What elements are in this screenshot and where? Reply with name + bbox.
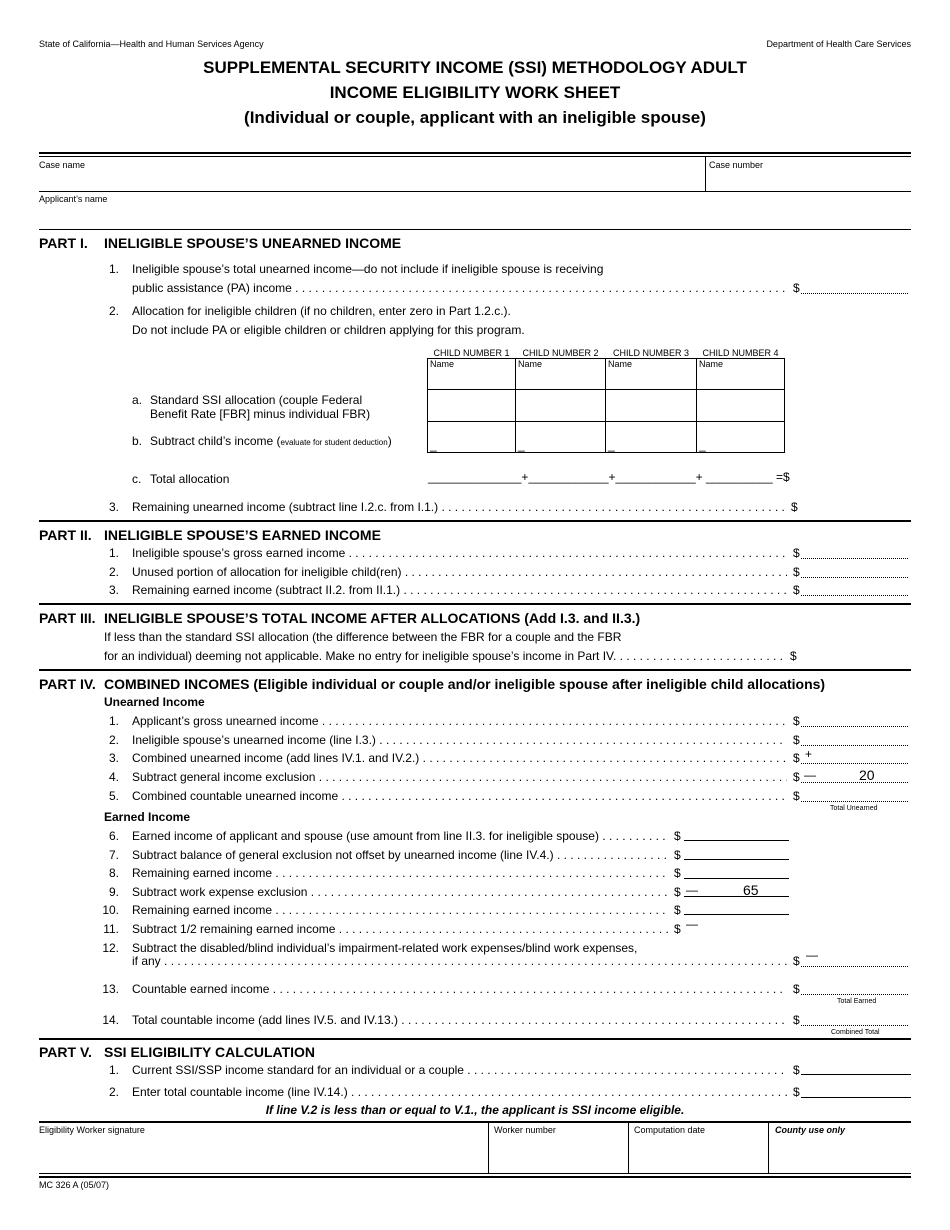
child-1-header: CHILD NUMBER 1: [428, 348, 516, 359]
part1-c-text: Total allocation: [150, 472, 230, 486]
total-earned-label: Total Earned: [837, 998, 877, 1005]
part1-item1-text-2: public assistance (PA) income: [132, 281, 292, 295]
dollar-sign: $: [674, 829, 681, 843]
part4-item3-text: Combined unearned income (add lines IV.1. and IV.2.): [132, 751, 420, 765]
part4-item3-field[interactable]: [801, 763, 908, 764]
dollar-sign: $: [793, 714, 800, 728]
item-letter: c.: [132, 472, 142, 486]
part2-item1-field[interactable]: [801, 558, 908, 559]
part4-item14-text: Total countable income (add lines IV.5. and IV.13.): [132, 1013, 398, 1027]
part1-item1-text: Ineligible spouse’s total unearned income—do not include if ineligible spouse is receiving: [132, 262, 604, 276]
item-number: 1.: [108, 262, 119, 276]
dollar-sign: $: [793, 565, 800, 579]
part4-item12-text-2: if any: [132, 954, 161, 968]
item-number: 2.: [108, 565, 119, 579]
signature-label: Eligibility Worker signature: [39, 1125, 145, 1135]
part4-item13-text: Countable earned income: [132, 982, 270, 996]
item-number: 9.: [108, 885, 119, 899]
part1-b-text-main: Subtract child’s income (: [150, 434, 281, 448]
dollar-sign: $: [790, 649, 797, 663]
part4-item12-field[interactable]: [801, 966, 908, 967]
dollar-sign: $: [674, 903, 681, 917]
dollar-sign: $: [793, 583, 800, 597]
part4-item8-text: Remaining earned income: [132, 866, 273, 880]
part5-item2-text: Enter total countable income (line IV.14.): [132, 1085, 348, 1099]
item-number: 13.: [102, 982, 119, 996]
item-letter: b.: [132, 434, 143, 448]
item-number: 2.: [108, 1085, 119, 1099]
minus-mark: —: [806, 948, 818, 962]
agency-name: State of California—Health and Human Services Agency: [39, 39, 264, 49]
part4-item2-field[interactable]: [801, 745, 908, 746]
part3-label: PART III.: [39, 610, 96, 626]
dollar-sign: $: [791, 500, 798, 514]
form-id: MC 326 A (05/07): [39, 1180, 110, 1190]
dollar-sign: $: [793, 954, 800, 968]
part4-item8-field[interactable]: [684, 878, 789, 879]
part3-text-2: for an individual) deeming not applicable. Make no entry for ineligible spouse’s income in Part IV.: [104, 649, 617, 663]
part1-a-text-2: Benefit Rate [FBR] minus individual FBR): [150, 407, 371, 421]
child-3-name[interactable]: Name: [606, 359, 697, 390]
part5-item1-field[interactable]: [801, 1074, 911, 1075]
part1-item2-text-2: Do not include PA or eligible children or children applying for this program.: [132, 323, 525, 337]
minus-mark: —: [686, 883, 698, 897]
part4-item13-field[interactable]: [801, 994, 908, 995]
part3-heading: INELIGIBLE SPOUSE’S TOTAL INCOME AFTER ALLOCATIONS (Add I.3. and II.3.): [104, 610, 641, 626]
worker-number-label: Worker number: [494, 1125, 556, 1135]
dollar-sign: $: [674, 885, 681, 899]
child-4-header: CHILD NUMBER 4: [697, 348, 785, 359]
combined-total-label: Combined Total: [831, 1029, 880, 1036]
item-number: 2.: [108, 733, 119, 747]
form-title: SUPPLEMENTAL SECURITY INCOME (SSI) METHODOLOGY ADULT: [203, 58, 747, 77]
child-2-income[interactable]: _: [516, 422, 606, 453]
part5-item2-field[interactable]: [801, 1097, 911, 1098]
item-number: 3.: [108, 583, 119, 597]
child-1-name[interactable]: Name: [428, 359, 516, 390]
part1-item1-field[interactable]: [801, 293, 908, 294]
child-1-income[interactable]: _: [428, 422, 516, 453]
part5-heading: SSI ELIGIBILITY CALCULATION: [104, 1044, 316, 1060]
part1-heading: INELIGIBLE SPOUSE’S UNEARNED INCOME: [104, 235, 402, 251]
item-number: 4.: [108, 770, 119, 784]
item-number: 1.: [108, 714, 119, 728]
part4-item14-field[interactable]: [801, 1025, 908, 1026]
unearned-heading: Unearned Income: [104, 695, 205, 709]
part4-item1-field[interactable]: [801, 726, 908, 727]
part1-item3-text: Remaining unearned income (subtract line I.2.c. from I.1.): [132, 500, 439, 514]
dollar-sign: $: [674, 848, 681, 862]
part4-item7-text: Subtract balance of general exclusion not offset by unearned income (line IV.4.): [132, 848, 554, 862]
part1-label: PART I.: [39, 235, 88, 251]
children-table: [427, 348, 785, 453]
child-4-income[interactable]: _: [697, 422, 785, 453]
child-4-name[interactable]: Name: [697, 359, 785, 390]
total-allocation-formula[interactable]: ______________+____________+____________+ __________ =$: [428, 470, 790, 484]
dollar-sign: $: [793, 789, 800, 803]
dollar-sign: $: [674, 866, 681, 880]
eligibility-note: If line V.2 is less than or equal to V.1., the applicant is SSI income eligible.: [265, 1103, 685, 1117]
part2-item2-field[interactable]: [801, 577, 908, 578]
item-number: 5.: [108, 789, 119, 803]
part1-b-text: [150, 434, 392, 448]
item-number: 10.: [102, 903, 119, 917]
item-number: 1.: [108, 546, 119, 560]
part2-label: PART II.: [39, 527, 92, 543]
part4-item1-text: Applicant’s gross unearned income: [132, 714, 319, 728]
dollar-sign: $: [793, 770, 800, 784]
child-2-allocation[interactable]: [516, 390, 606, 422]
dollar-sign: $: [793, 733, 800, 747]
part5-item1-text: Current SSI/SSP income standard for an individual or a couple: [132, 1063, 464, 1077]
minus-mark: —: [804, 768, 816, 782]
part2-item1-text: Ineligible spouse’s gross earned income: [132, 546, 346, 560]
child-3-header: CHILD NUMBER 3: [606, 348, 697, 359]
item-number: 11.: [103, 922, 119, 936]
part4-item10-text: Remaining earned income: [132, 903, 273, 917]
part4-item6-text: Earned income of applicant and spouse (use amount from line II.3. for ineligible spouse): [132, 829, 599, 843]
part4-item11-text: Subtract 1/2 remaining earned income: [132, 922, 336, 936]
plus-mark: +: [805, 747, 813, 761]
item-number: 7.: [108, 848, 119, 862]
item-letter: a.: [132, 393, 143, 407]
dollar-sign: $: [793, 1063, 800, 1077]
minus-mark: —: [686, 917, 698, 931]
item-number: 3.: [108, 500, 119, 514]
part4-item9-field[interactable]: [684, 896, 789, 897]
dollar-sign: $: [793, 982, 800, 996]
part4-item6-field[interactable]: [684, 840, 789, 841]
item-number: 3.: [108, 751, 119, 765]
applicant-name-label: Applicant’s name: [39, 194, 108, 204]
item-number: 12.: [102, 941, 119, 955]
child-3-income[interactable]: _: [606, 422, 697, 453]
dollar-sign: $: [793, 281, 800, 295]
case-name-label: Case name: [39, 160, 86, 170]
dollar-sign: $: [793, 751, 800, 765]
form-title-2: INCOME ELIGIBILITY WORK SHEET: [329, 83, 621, 102]
child-1-allocation[interactable]: [428, 390, 516, 422]
part4-heading: COMBINED INCOMES (Eligible individual or couple and/or ineligible spouse after ineligible child allocations): [104, 676, 826, 692]
total-unearned-label: Total Unearned: [830, 805, 878, 812]
part3-text: If less than the standard SSI allocation (the difference between the FBR for a couple and the FBR: [104, 630, 622, 644]
item-number: 1.: [108, 1063, 119, 1077]
dollar-sign: $: [793, 1085, 800, 1099]
county-use-label: County use only: [775, 1125, 846, 1135]
computation-date-label: Computation date: [634, 1125, 706, 1135]
work-expense-value: 65: [743, 882, 759, 898]
part2-item2-text: Unused portion of allocation for ineligible child(ren): [132, 565, 402, 579]
dollar-sign: $: [674, 922, 681, 936]
part4-item12-text: Subtract the disabled/blind individual’s impairment-related work expenses/blind work expenses,: [132, 941, 638, 955]
part1-b-close: ): [387, 434, 392, 448]
child-4-allocation[interactable]: [697, 390, 785, 422]
item-number: 2.: [108, 304, 119, 318]
part2-heading: INELIGIBLE SPOUSE’S EARNED INCOME: [104, 527, 381, 543]
general-exclusion-value: 20: [859, 767, 875, 783]
part1-a-text: Standard SSI allocation (couple Federal: [150, 393, 363, 407]
part4-item9-text: Subtract work expense exclusion: [132, 885, 308, 899]
part2-item3-field[interactable]: [801, 595, 908, 596]
part2-item3-text: Remaining earned income (subtract II.2. from II.1.): [132, 583, 401, 597]
dollar-sign: $: [793, 546, 800, 560]
child-2-header: CHILD NUMBER 2: [516, 348, 606, 359]
earned-heading: Earned Income: [104, 810, 191, 824]
part5-label: PART V.: [39, 1044, 92, 1060]
item-number: 6.: [108, 829, 119, 843]
case-number-label: Case number: [709, 160, 764, 170]
part1-item2-text: Allocation for ineligible children (if no children, enter zero in Part 1.2.c.).: [132, 304, 511, 318]
item-number: 14.: [102, 1013, 119, 1027]
part4-item5-field[interactable]: [801, 801, 908, 802]
part4-item7-field[interactable]: [684, 859, 789, 860]
part4-label: PART IV.: [39, 676, 96, 692]
form-subtitle: (Individual or couple, applicant with an ineligible spouse): [244, 108, 706, 127]
child-2-name[interactable]: Name: [516, 359, 606, 390]
dollar-sign: $: [793, 1013, 800, 1027]
part4-item5-text: Combined countable unearned income: [132, 789, 339, 803]
part4-item4-text: Subtract general income exclusion: [132, 770, 316, 784]
item-number: 8.: [108, 866, 119, 880]
part4-item10-field[interactable]: [684, 914, 789, 915]
part1-b-note: evaluate for student deduction: [280, 438, 388, 447]
department-name: Department of Health Care Services: [766, 39, 911, 49]
part4-item2-text: Ineligible spouse’s unearned income (line I.3.): [132, 733, 376, 747]
part4-item4-field[interactable]: [801, 782, 908, 783]
child-3-allocation[interactable]: [606, 390, 697, 422]
